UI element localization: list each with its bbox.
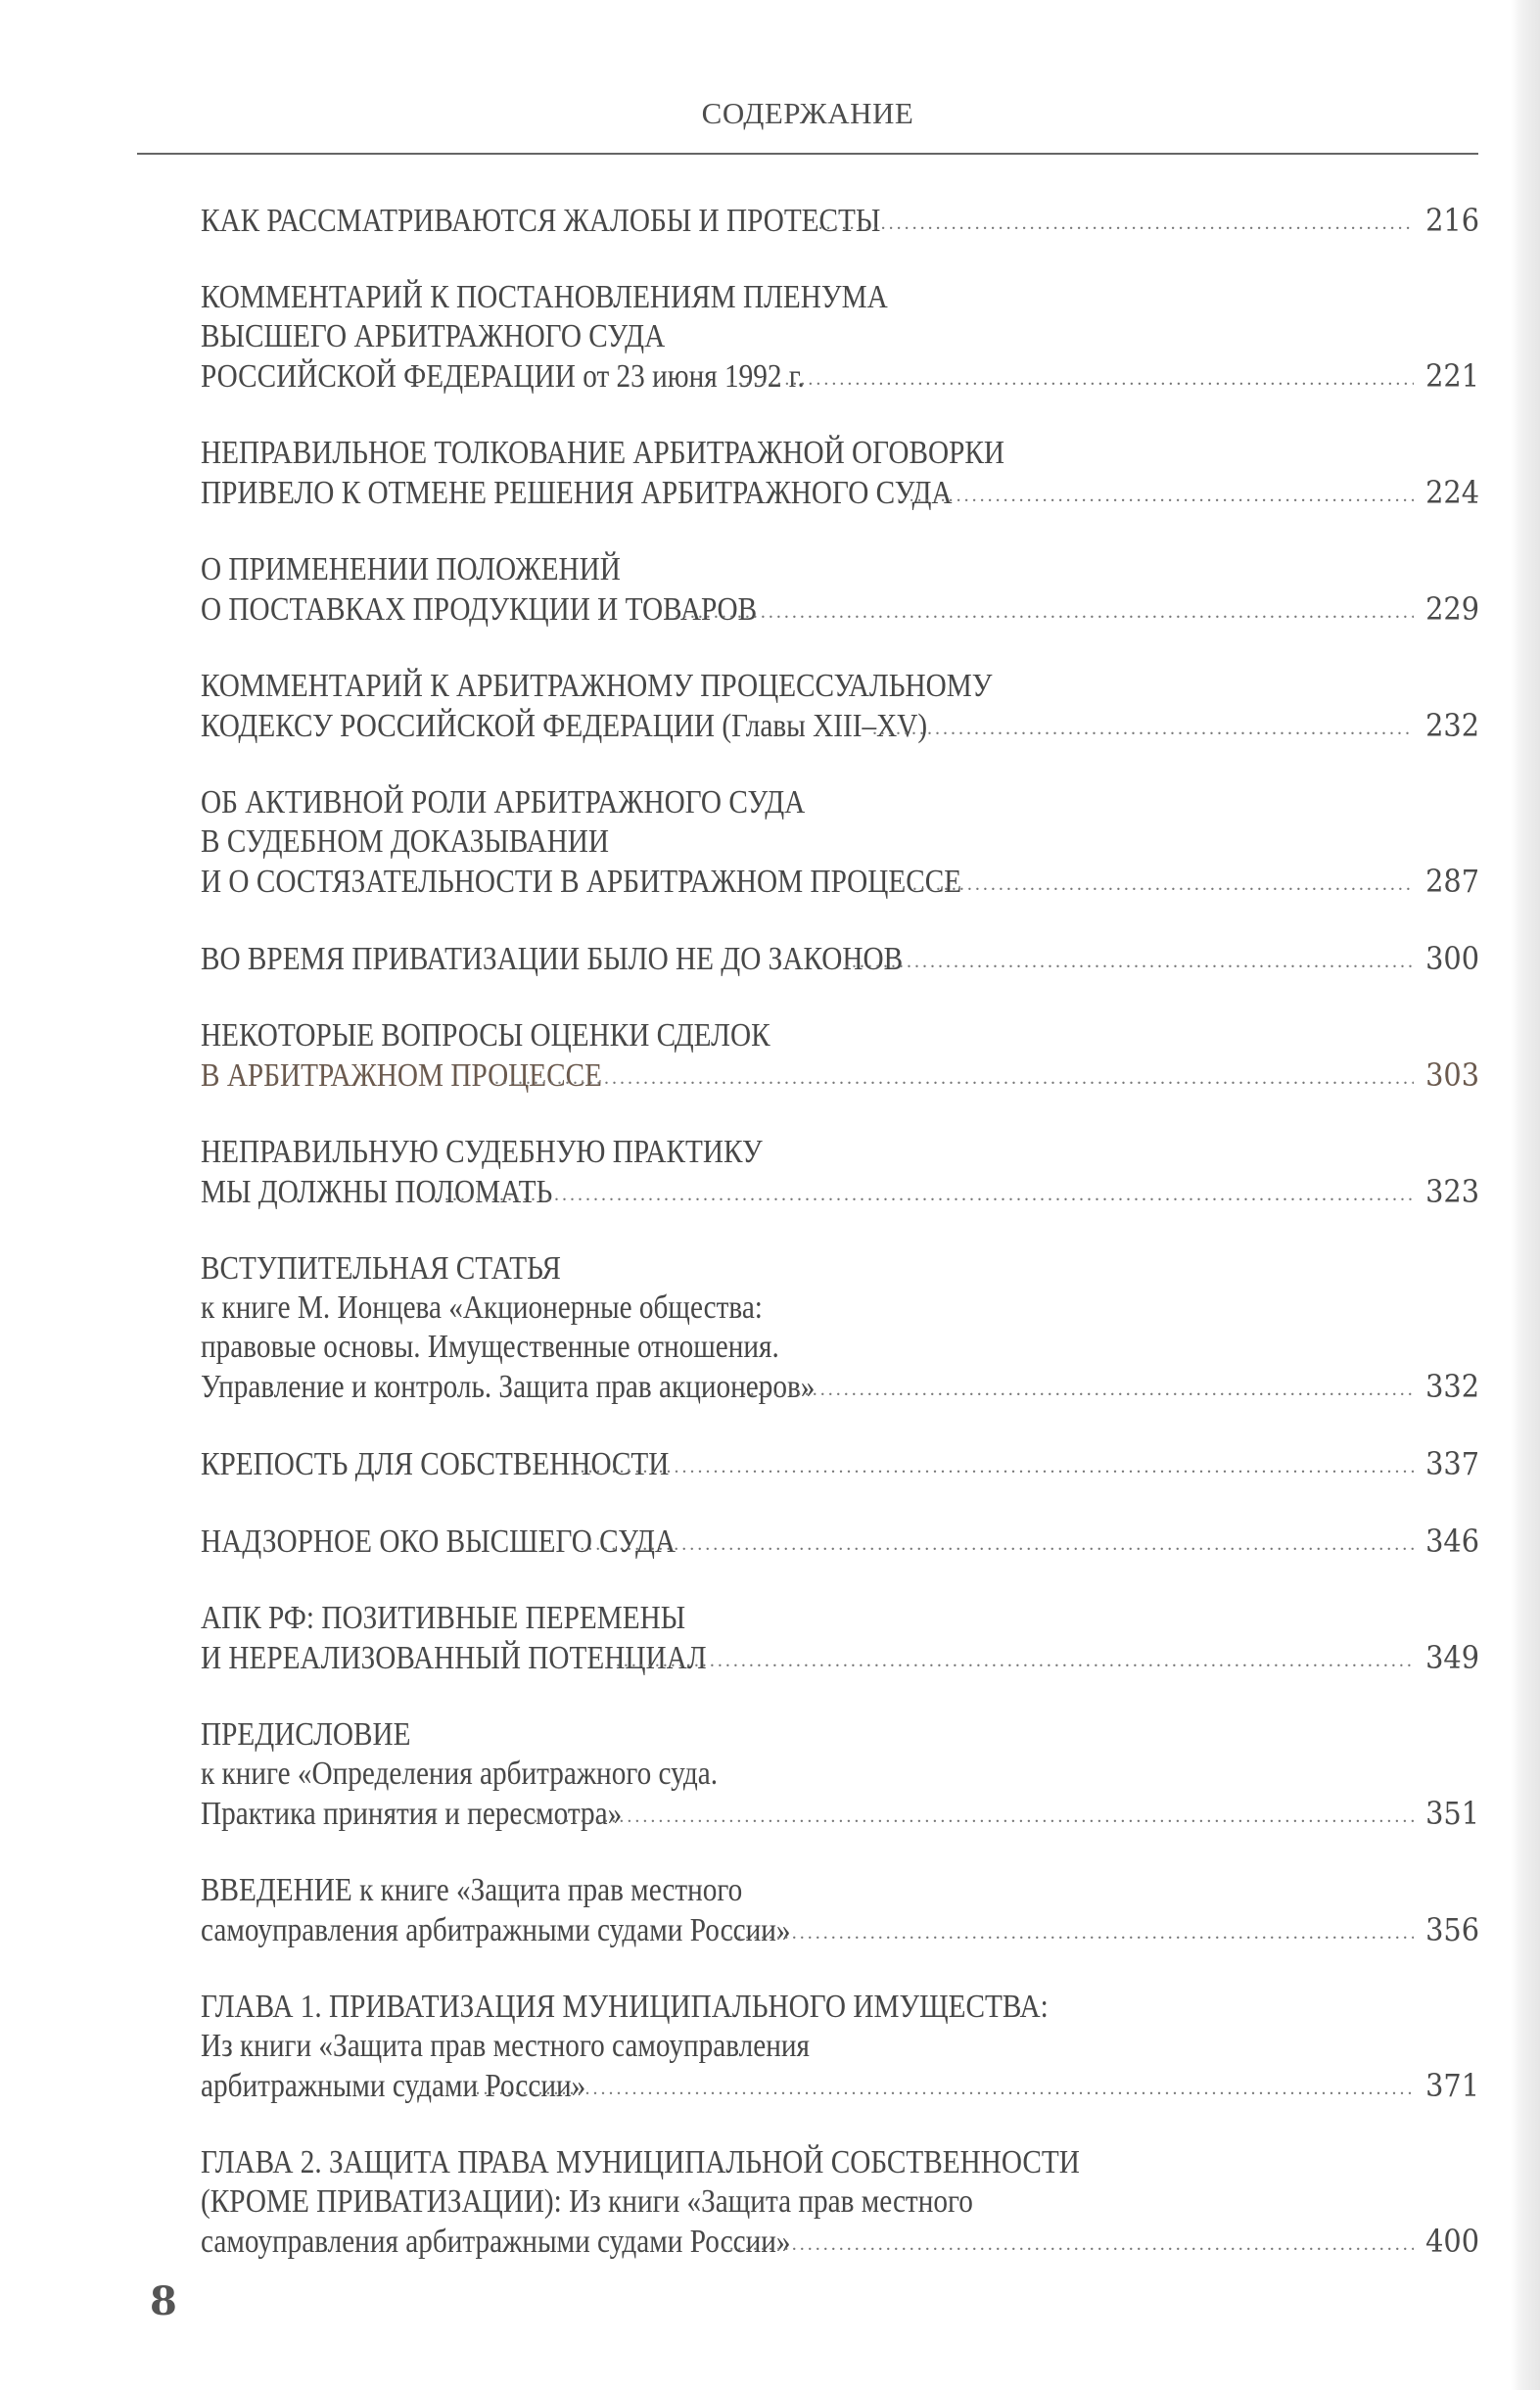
toc-entry-title-line: КАК РАССМАТРИВАЮТСЯ ЖАЛОБЫ И ПРОТЕСТЫ <box>201 203 881 239</box>
toc-entry[interactable] <box>201 1522 1479 1566</box>
toc-entry-last-line <box>201 1367 1479 1411</box>
toc-entry[interactable] <box>201 783 1479 906</box>
toc-entry[interactable] <box>201 201 1479 245</box>
dot-leader <box>742 1370 1414 1409</box>
toc-entry-title-line: ОБ АКТИВНОЙ РОЛИ АРБИТРАЖНОГО СУДА <box>201 784 806 820</box>
page-gutter-shadow <box>1511 0 1540 2390</box>
toc-entry-title-line: КРЕПОСТЬ ДЛЯ СОБСТВЕННОСТИ <box>201 1446 670 1482</box>
toc-entry-title-line: Из книги «Защита прав местного самоуправления <box>201 2028 810 2064</box>
toc-entry-title-line: самоуправления арбитражными судами России» <box>201 2224 791 2260</box>
dot-leader <box>475 2069 1413 2108</box>
toc-entry-last-line <box>201 1522 1479 1566</box>
toc-entry-title-line: ПРИВЕЛО К ОТМЕНЕ РЕШЕНИЯ АРБИТРАЖНОГО СУДА <box>201 475 953 511</box>
toc-entry[interactable] <box>201 939 1479 983</box>
toc-entry-title-line: ВО ВРЕМЯ ПРИВАТИЗАЦИИ БЫЛО НЕ ДО ЗАКОНОВ <box>201 941 904 977</box>
toc-entry-title-line: Практика принятия и пересмотра» <box>201 1796 623 1832</box>
toc-entry-title-line: КОДЕКСУ РОССИЙСКОЙ ФЕДЕРАЦИИ (Главы XIII–XV) <box>201 708 928 744</box>
toc-entry-last-line <box>201 201 1479 245</box>
dot-leader <box>714 2225 1414 2264</box>
toc-entry[interactable] <box>201 1715 1479 1838</box>
toc-entry-title-line: В СУДЕБНОМ ДОКАЗЫВАНИИ <box>201 823 610 860</box>
toc-entry[interactable] <box>201 1016 1479 1100</box>
toc-entry-title-line: ГЛАВА 2. ЗАЩИТА ПРАВА МУНИЦИПАЛЬНОЙ СОБСТВЕННОСТИ <box>201 2144 1080 2180</box>
toc-entry-title-line: НЕПРАВИЛЬНОЕ ТОЛКОВАНИЕ АРБИТРАЖНОЙ ОГОВОРКИ <box>201 435 1004 471</box>
toc-entry-title-line: ВВЕДЕНИЕ к книге «Защита прав местного <box>201 1872 743 1908</box>
toc-entry-title-line: КОММЕНТАРИЙ К ПОСТАНОВЛЕНИЯМ ПЛЕНУМА <box>201 279 888 315</box>
toc-entry-title-line: (КРОМЕ ПРИВАТИЗАЦИИ): Из книги «Защита прав местного <box>201 2183 973 2220</box>
toc-entry-title-line: И НЕРЕАЛИЗОВАННЫЙ ПОТЕНЦИАЛ <box>201 1640 707 1676</box>
dot-leader <box>818 204 1414 243</box>
toc-entry-last-line <box>201 1638 1479 1682</box>
dot-leader <box>902 476 1414 515</box>
toc-page-number[interactable]: 351 <box>1425 1795 1479 1832</box>
toc-entry-title-line: О ПРИМЕНЕНИИ ПОЛОЖЕНИЙ <box>201 551 621 587</box>
toc-entry-title-line: НАДЗОРНОЕ ОКО ВЫСШЕГО СУДА <box>201 1523 677 1560</box>
dot-leader <box>872 709 1414 748</box>
dot-leader <box>494 1058 1414 1098</box>
dot-leader <box>844 942 1414 981</box>
toc-entry-title-line: ВСТУПИТЕЛЬНАЯ СТАТЬЯ <box>201 1250 561 1287</box>
dot-leader <box>616 1641 1414 1680</box>
toc-page-number[interactable]: 229 <box>1425 590 1479 628</box>
toc-entry-title-line: арбитражными судами России» <box>201 2068 586 2104</box>
running-title: СОДЕРЖАНИЕ <box>701 96 914 130</box>
toc-entry-title-line: И О СОСТЯЗАТЕЛЬНОСТИ В АРБИТРАЖНОМ ПРОЦЕССЕ <box>201 864 962 900</box>
toc-page-number[interactable]: 303 <box>1425 1056 1479 1094</box>
toc-entry[interactable] <box>201 667 1479 750</box>
dot-leader <box>912 865 1414 904</box>
toc-page-number[interactable]: 371 <box>1425 2067 1479 2104</box>
toc-page-number[interactable]: 400 <box>1425 2223 1479 2260</box>
toc-entry[interactable] <box>201 550 1479 633</box>
toc-entry-title-line: к книге М. Ионцева «Акционерные общества: <box>201 1289 763 1326</box>
toc-entry-last-line <box>201 589 1479 633</box>
toc-entry-last-line <box>201 1172 1479 1216</box>
toc-entry-last-line <box>201 1055 1479 1100</box>
toc-entry-title-line: ПРЕДИСЛОВИЕ <box>201 1716 411 1753</box>
dot-leader <box>729 359 1414 398</box>
toc-page-number[interactable]: 349 <box>1425 1639 1479 1676</box>
dot-leader <box>572 1447 1413 1486</box>
toc-page-number[interactable]: 232 <box>1425 707 1479 744</box>
page-number: 8 <box>150 2278 177 2324</box>
toc-entry-title-line: ВЫСШЕГО АРБИТРАЖНОГО СУДА <box>201 318 666 354</box>
toc-entry[interactable] <box>201 278 1479 400</box>
toc-entry-title-line: правовые основы. Имущественные отношения. <box>201 1329 779 1365</box>
toc-entry-last-line <box>201 1794 1479 1838</box>
toc-entry-title-line: РОССИЙСКОЙ ФЕДЕРАЦИИ от 23 июня 1992 г. <box>201 358 805 395</box>
toc-entry-title-line: к книге «Определения арбитражного суда. <box>201 1756 719 1792</box>
toc-entry[interactable] <box>201 1599 1479 1682</box>
toc-entry[interactable] <box>201 434 1479 517</box>
toc-entry-title-line: НЕКОТОРЫЕ ВОПРОСЫ ОЦЕНКИ СДЕЛОК <box>201 1017 770 1054</box>
toc-page-number[interactable]: 287 <box>1425 863 1479 900</box>
toc-entry[interactable] <box>201 1988 1479 2110</box>
dot-leader <box>517 1797 1414 1836</box>
toc-page-number[interactable]: 332 <box>1425 1368 1479 1405</box>
toc-page-number[interactable]: 300 <box>1425 940 1479 977</box>
toc-entry[interactable] <box>201 1133 1479 1216</box>
toc-page-number[interactable]: 346 <box>1425 1523 1479 1560</box>
toc-entry-last-line <box>201 473 1479 517</box>
dot-leader <box>714 1913 1414 1952</box>
toc-page-number[interactable]: 337 <box>1425 1445 1479 1482</box>
dot-leader <box>675 592 1414 632</box>
toc-entry-title-line: О ПОСТАВКАХ ПРОДУКЦИИ И ТОВАРОВ <box>201 591 758 628</box>
toc-entry-last-line <box>201 2222 1479 2266</box>
dot-leader <box>580 1524 1414 1564</box>
toc-entry-last-line <box>201 2066 1479 2110</box>
toc-entry-last-line <box>201 1444 1479 1488</box>
toc-entry[interactable] <box>201 1444 1479 1488</box>
toc-entry-last-line <box>201 1910 1479 1954</box>
toc-entry-last-line <box>201 939 1479 983</box>
toc-entry-last-line <box>201 706 1479 750</box>
toc-entry-title-line: В АРБИТРАЖНОМ ПРОЦЕССЕ <box>201 1057 603 1094</box>
toc-page-number[interactable]: 323 <box>1425 1173 1479 1210</box>
toc-entry-title-line: КОММЕНТАРИЙ К АРБИТРАЖНОМУ ПРОЦЕССУАЛЬНОМУ <box>201 668 993 704</box>
toc-entry-title-line: АПК РФ: ПОЗИТИВНЫЕ ПЕРЕМЕНЫ <box>201 1600 686 1636</box>
toc-page-number[interactable]: 224 <box>1425 474 1479 511</box>
toc-entry[interactable] <box>201 1871 1479 1954</box>
toc-page-number[interactable]: 356 <box>1425 1911 1479 1948</box>
toc-entry-title-line: самоуправления арбитражными судами России» <box>201 1912 791 1948</box>
dot-leader <box>437 1175 1414 1214</box>
toc-entry-title-line: ГЛАВА 1. ПРИВАТИЗАЦИЯ МУНИЦИПАЛЬНОГО ИМУЩЕСТВА: <box>201 1989 1049 2025</box>
table-of-contents <box>201 201 1479 2299</box>
toc-entry[interactable] <box>201 1249 1479 1411</box>
toc-entry-title-line: Управление и контроль. Защита прав акционеров» <box>201 1369 816 1405</box>
toc-page-number[interactable]: 221 <box>1425 357 1479 395</box>
toc-entry-title-line: НЕПРАВИЛЬНУЮ СУДЕБНУЮ ПРАКТИКУ <box>201 1134 763 1170</box>
toc-page-number[interactable]: 216 <box>1425 202 1479 239</box>
toc-entry-title-line: МЫ ДОЛЖНЫ ПОЛОМАТЬ <box>201 1174 553 1210</box>
toc-entry[interactable] <box>201 2143 1479 2266</box>
header-rule <box>137 153 1478 155</box>
toc-entry-last-line <box>201 862 1479 906</box>
toc-entry-last-line <box>201 356 1479 400</box>
